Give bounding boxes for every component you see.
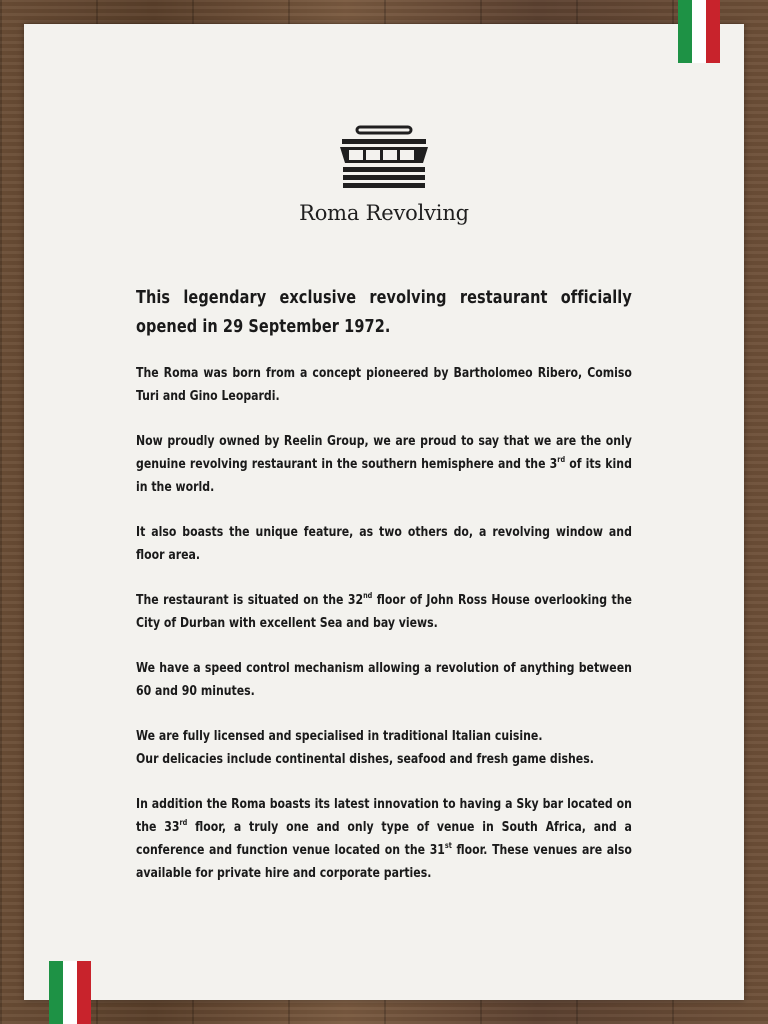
text-run: of its kind in the world. <box>136 456 632 495</box>
text-line: Our delicacies include continental dishes, seafood and fresh game dishes. <box>136 751 594 767</box>
text-run: floor. These venues are also available for private hire and corporate parties. <box>136 842 632 881</box>
flag-green-stripe <box>678 0 692 63</box>
flag-white-stripe <box>63 961 77 1024</box>
superscript: st <box>444 841 452 850</box>
flag-red-stripe <box>77 961 91 1024</box>
text-run: floor of John Ross House overlooking the City of Durban with excellent Sea and bay views. <box>136 592 632 631</box>
text-run: In addition the Roma boasts its latest innovation to having a Sky bar located on the 33 <box>136 796 632 835</box>
text-run: The restaurant is situated on the 32 <box>136 592 364 608</box>
text-run: floor, a truly one and only type of venue in South Africa, and a conference and function venue located on the 31 <box>136 819 632 858</box>
paragraph-cuisine <box>136 725 632 771</box>
superscript: rd <box>179 818 188 827</box>
flag-white-stripe <box>692 0 706 63</box>
brand-logo <box>24 125 744 225</box>
superscript: rd <box>557 455 566 464</box>
text-run: Now proudly owned by Reelin Group, we are proud to say that we are the only genuine revolving restaurant in the southern hemisphere and the 3 <box>136 433 632 472</box>
text-line: We are fully licensed and specialised in traditional Italian cuisine. <box>136 728 543 744</box>
paragraph-venues <box>136 793 632 885</box>
document-body <box>136 284 632 907</box>
revolving-building-icon <box>337 125 431 193</box>
superscript: nd <box>363 591 373 600</box>
paragraph-feature: It also boasts the unique feature, as two others do, a revolving window and floor area. <box>136 524 632 563</box>
paragraph-location <box>136 589 632 635</box>
headline: This legendary exclusive revolving restaurant officially opened in 29 September 1972. <box>136 288 632 337</box>
brand-name: Roma Revolving <box>299 201 469 225</box>
paragraph-ownership <box>136 430 632 499</box>
italian-flag-bottom <box>49 961 91 1024</box>
italian-flag-top <box>678 0 720 63</box>
paragraph-speed-control: We have a speed control mechanism allowing a revolution of anything between 60 and 90 minutes. <box>136 660 632 699</box>
flag-red-stripe <box>706 0 720 63</box>
flag-green-stripe <box>49 961 63 1024</box>
paragraph-origin: The Roma was born from a concept pioneered by Bartholomeo Ribero, Comiso Turi and Gino Leopardi. <box>136 365 632 404</box>
